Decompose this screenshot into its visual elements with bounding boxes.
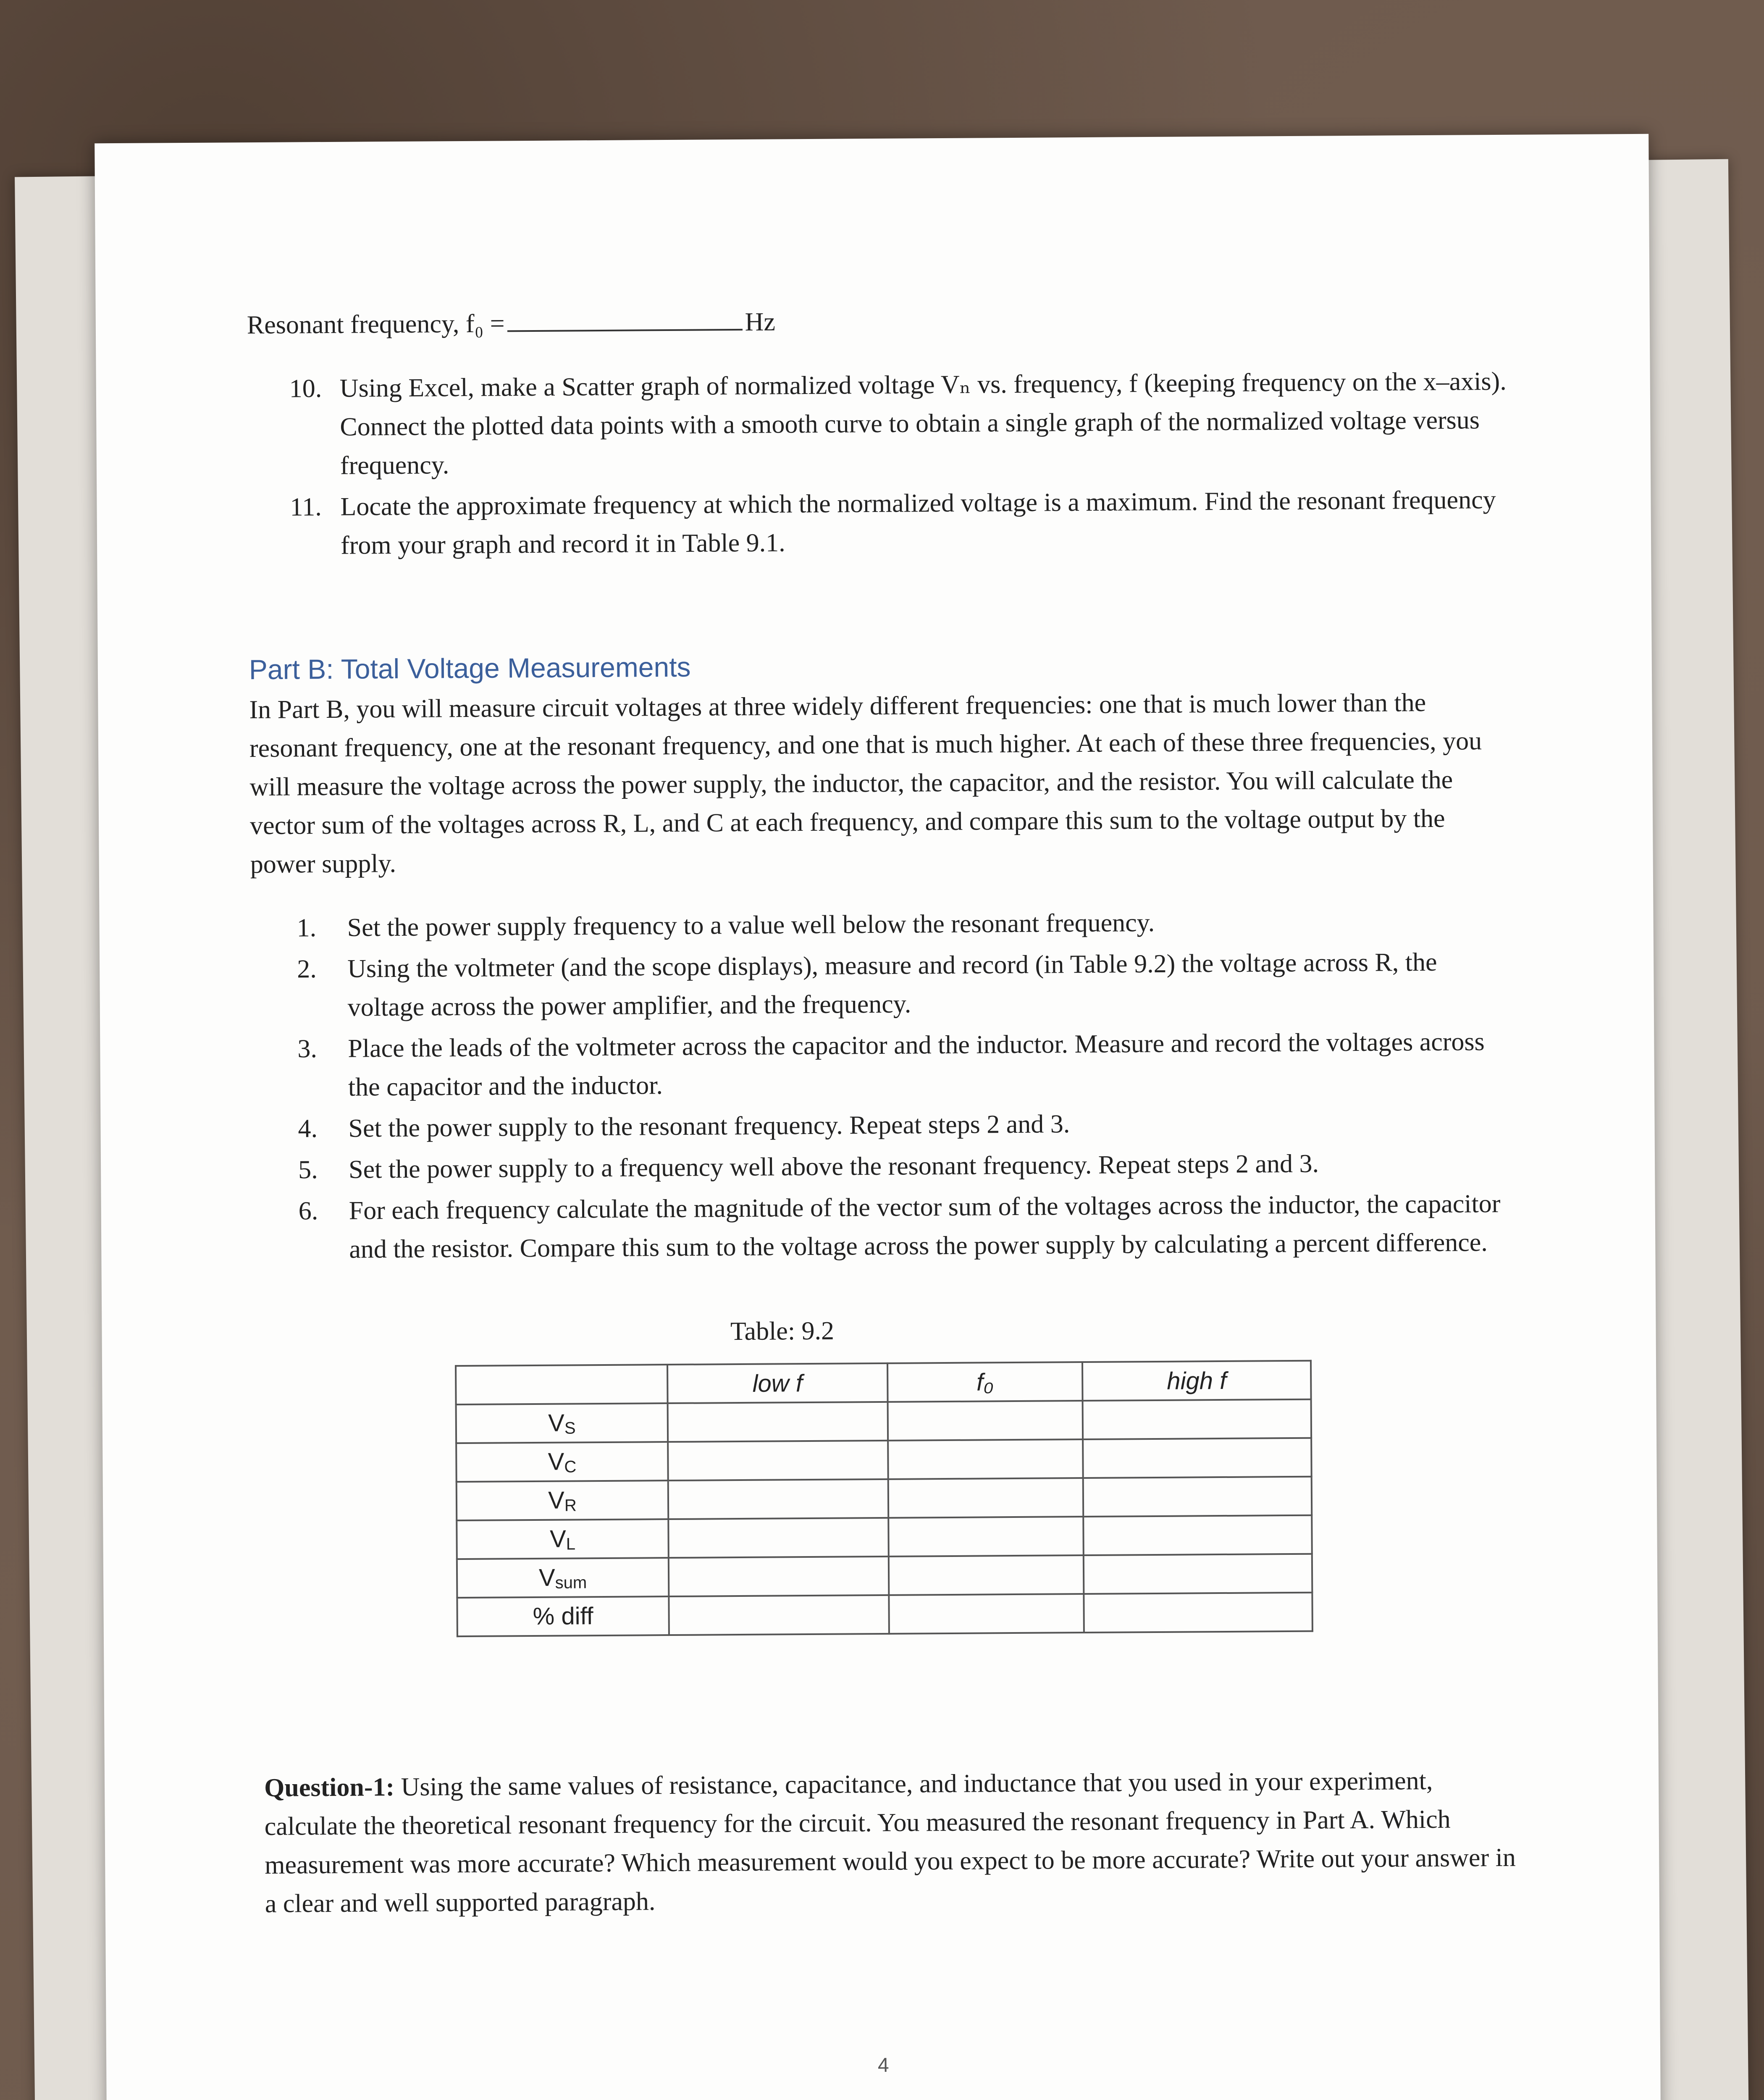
row-label	[457, 1596, 669, 1636]
table-row	[456, 1438, 1312, 1482]
row-label-main: % diff	[533, 1602, 593, 1630]
row-label-sub: C	[564, 1457, 577, 1476]
table-cell[interactable]	[669, 1557, 889, 1596]
step-number: 6.	[298, 1197, 318, 1226]
step-text: Place the leads of the voltmeter across the capacitor and the inductor. Measure and record the voltages across the capacitor and the inductor.	[348, 1027, 1485, 1102]
table-cell[interactable]	[1083, 1438, 1312, 1478]
question-1	[264, 1761, 1517, 1923]
list-item	[297, 1022, 1512, 1107]
row-label-main: V	[549, 1525, 566, 1553]
step-text: For each frequency calculate the magnitude of the vector sum of the voltages across the inductor, the capacitor and the resistor. Compare this sum to the voltage across the power supply by calculating a percent difference.	[349, 1189, 1501, 1264]
row-label-sub: sum	[555, 1573, 587, 1592]
table-corner-cell	[456, 1365, 668, 1404]
row-label-main: V	[548, 1486, 565, 1514]
step-number: 11.	[290, 493, 322, 522]
step-text: Locate the approximate frequency at which the normalized voltage is a maximum. Find the resonant frequency from your graph and record it in Table 9.1.	[340, 485, 1496, 560]
table-row	[457, 1515, 1312, 1559]
table-cell[interactable]	[888, 1517, 1084, 1557]
step-number: 10.	[289, 374, 322, 403]
row-label-main: V	[548, 1448, 564, 1475]
row-label	[456, 1442, 668, 1482]
row-label	[456, 1403, 668, 1443]
resonant-frequency-unit: Hz	[745, 307, 776, 336]
table-caption: Table: 9.2	[730, 1316, 835, 1346]
table-row	[457, 1593, 1312, 1636]
table-row	[456, 1399, 1312, 1443]
row-label-sub: S	[564, 1418, 576, 1438]
part-b-title: Part B: Total Voltage Measurements	[249, 651, 691, 685]
table-header-row	[456, 1361, 1311, 1404]
column-header-high-f: high f	[1082, 1361, 1311, 1401]
question-label: Question-1:	[264, 1773, 395, 1802]
row-label	[457, 1480, 669, 1520]
table-row	[457, 1477, 1312, 1520]
table-cell[interactable]	[668, 1402, 888, 1442]
step-number: 4.	[298, 1114, 318, 1143]
document-page	[94, 134, 1661, 2100]
table-cell[interactable]	[1083, 1477, 1312, 1517]
table-cell[interactable]	[668, 1441, 888, 1480]
row-label-sub: R	[564, 1496, 577, 1515]
list-item	[297, 942, 1511, 1027]
table-cell[interactable]	[668, 1518, 889, 1558]
list-item	[297, 901, 1511, 948]
row-label	[457, 1558, 669, 1598]
table-cell[interactable]	[888, 1478, 1084, 1518]
resonant-frequency-label: Resonant frequency, f₀ =	[247, 309, 505, 340]
table-row	[457, 1554, 1312, 1598]
table-cell[interactable]	[1083, 1515, 1312, 1555]
table-cell[interactable]	[888, 1401, 1083, 1441]
list-item	[290, 480, 1508, 565]
table-cell[interactable]	[1084, 1554, 1312, 1594]
resonant-frequency-line	[247, 303, 1507, 340]
part-a-steps	[289, 362, 1509, 565]
step-text: Using Excel, make a Scatter graph of normalized voltage Vₙ vs. frequency, f (keeping frequency on the x–axis). Connect the plotted data points with a smooth curve to obtain a single graph of the normalized voltage versus frequency.	[339, 367, 1507, 480]
question-text: Using the same values of resistance, capacitance, and inductance that you used in your experiment, calculate the theoretical resonant frequency for the circuit. You measured the resonant frequency in Part A. Which measurement was more accurate? Which measurement would you expect to be more accurate? Write out your answer in a clear and well supported paragraph.	[264, 1766, 1516, 1918]
step-text: Set the power supply to the resonant frequency. Repeat steps 2 and 3.	[348, 1110, 1070, 1143]
step-text: Set the power supply frequency to a value well below the resonant frequency.	[347, 908, 1155, 942]
row-label-main: V	[548, 1409, 565, 1437]
table-cell[interactable]	[668, 1479, 889, 1519]
list-item	[298, 1102, 1512, 1148]
table-cell[interactable]	[669, 1595, 889, 1635]
step-number: 2.	[297, 955, 317, 984]
page-number: 4	[877, 2054, 889, 2077]
list-item	[289, 362, 1508, 486]
row-label-sub: L	[566, 1534, 576, 1554]
part-b-steps	[297, 901, 1512, 1269]
column-header-low-f: low f	[667, 1363, 888, 1403]
table-cell[interactable]	[889, 1594, 1084, 1634]
column-header-f0: f₀	[887, 1362, 1083, 1402]
row-label-main: V	[538, 1564, 555, 1591]
part-b-intro: In Part B, you will measure circuit voltages at three widely different frequencies: one that is much lower than the resonant frequency, one at the resonant frequency, and one that is much higher. At each of these three frequencies, you will measure the voltage across the power supply, the inductor, the capacitor, and the resistor. You will calculate the vector sum of the voltages across R, L, and C at each frequency, and compare this sum to the voltage output by the power supply.	[249, 688, 1482, 879]
table-9-2	[455, 1360, 1313, 1637]
table-cell[interactable]	[889, 1555, 1084, 1595]
step-number: 3.	[297, 1034, 318, 1063]
list-item	[298, 1184, 1512, 1269]
resonant-frequency-blank[interactable]	[507, 308, 742, 332]
step-number: 1.	[297, 914, 317, 942]
row-label	[457, 1519, 669, 1559]
list-item	[298, 1143, 1512, 1189]
table-cell[interactable]	[888, 1439, 1083, 1479]
page-content	[247, 303, 1517, 1923]
step-number: 5.	[298, 1155, 318, 1184]
step-text: Using the voltmeter (and the scope displays), measure and record (in Table 9.2) the voltage across R, the voltage across the power amplifier, and the frequency.	[347, 948, 1437, 1022]
step-text: Set the power supply to a frequency well above the resonant frequency. Repeat steps 2 and 3.	[348, 1149, 1319, 1184]
table-cell[interactable]	[1084, 1593, 1312, 1633]
table-cell[interactable]	[1083, 1399, 1312, 1439]
